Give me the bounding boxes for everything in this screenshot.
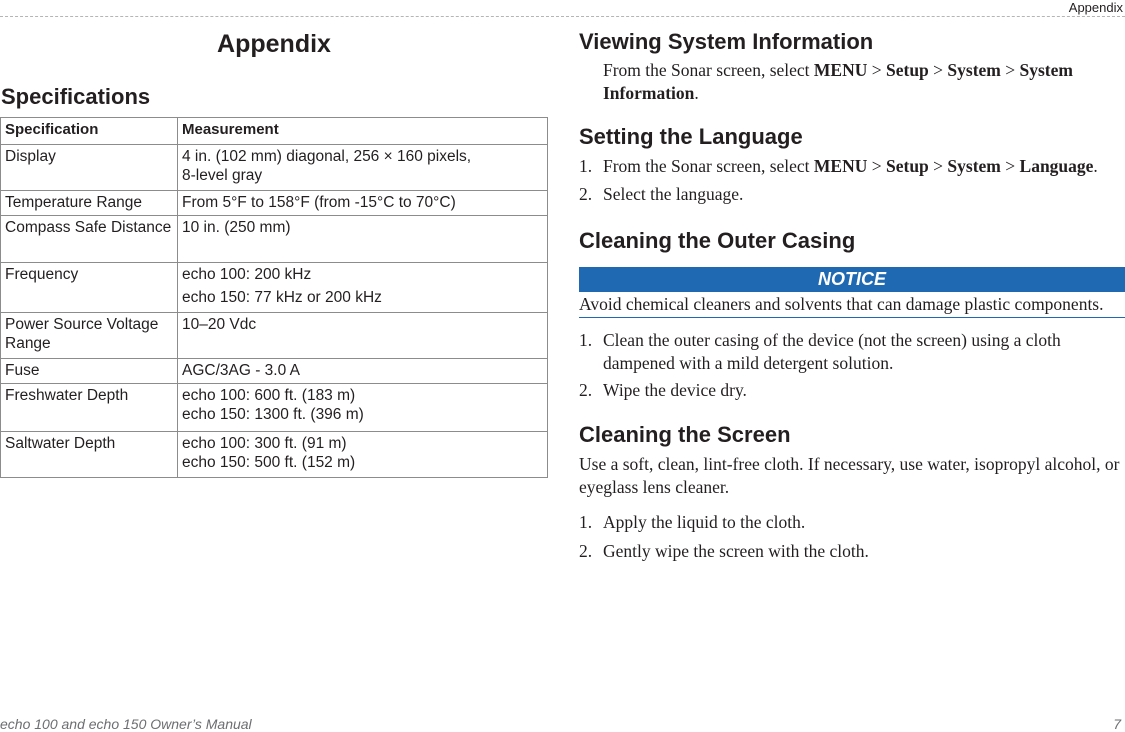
notice-text: Avoid chemical cleaners and solvents that can damage plastic components.	[579, 293, 1125, 318]
spec-value: 10–20 Vdc	[178, 313, 548, 359]
menu-path-item: Setup	[886, 156, 929, 176]
setting-language-heading: Setting the Language	[579, 124, 803, 149]
spec-name: Freshwater Depth	[1, 384, 178, 432]
list-item	[579, 511, 1125, 535]
punctuation: .	[1093, 156, 1098, 176]
footer-manual-title: echo 100 and echo 150 Owner’s Manual	[0, 716, 252, 732]
table-row	[1, 191, 548, 216]
spec-value: From 5°F to 158°F (from -15°C to 70°C)	[178, 191, 548, 216]
spec-value-line: echo 100: 600 ft. (183 m)	[182, 387, 356, 404]
table-header-row	[1, 118, 548, 145]
path-separator: >	[871, 60, 882, 80]
menu-path-item: System	[947, 156, 1001, 176]
spec-value	[178, 432, 548, 478]
path-separator: >	[1005, 60, 1016, 80]
header-rule	[0, 16, 1125, 17]
cleaning-screen-intro: Use a soft, clean, lint-free cloth. If necessary, use water, isopropyl alcohol, or eyeglass lens cleaner.	[579, 454, 1120, 497]
instruction-text: From the Sonar screen, select	[603, 60, 810, 80]
column-header-measurement: Measurement	[178, 118, 548, 145]
cleaning-screen-heading: Cleaning the Screen	[579, 422, 791, 447]
specifications-heading: Specifications	[1, 84, 151, 109]
menu-path-item: Information	[603, 83, 695, 103]
specifications-table	[0, 117, 548, 478]
step-text: Gently wipe the screen with the cloth.	[603, 541, 869, 561]
menu-path-item: MENU	[813, 156, 868, 176]
notice-banner: NOTICE	[579, 267, 1125, 292]
list-item	[579, 155, 1125, 179]
table-row	[1, 432, 548, 478]
table-row	[1, 384, 548, 432]
step-number: 2.	[579, 380, 593, 400]
column-header-specification: Specification	[1, 118, 178, 145]
path-separator: >	[1005, 156, 1016, 176]
punctuation: .	[694, 83, 699, 103]
table-row	[1, 145, 548, 191]
spec-value-line: echo 150: 77 kHz or 200 kHz	[182, 289, 382, 306]
spec-value-line: echo 100: 300 ft. (91 m)	[182, 435, 347, 452]
table-row	[1, 313, 548, 359]
spec-value-line: echo 150: 500 ft. (152 m)	[182, 454, 356, 471]
path-separator: >	[871, 156, 882, 176]
spec-name: Fuse	[1, 359, 178, 384]
spec-value-line: 8-level gray	[182, 167, 263, 184]
table-row	[1, 263, 548, 313]
spec-value	[178, 263, 548, 313]
running-head: Appendix	[1068, 0, 1123, 15]
spec-name: Temperature Range	[1, 191, 178, 216]
step-text: Select the language.	[603, 184, 744, 204]
step-text: Clean the outer casing of the device (not the screen) using a cloth dampened with a mild detergent solution.	[603, 330, 1061, 373]
spec-name: Display	[1, 145, 178, 191]
spec-name: Power Source Voltage Range	[1, 313, 178, 359]
page-title: Appendix	[217, 30, 331, 58]
table-row	[1, 359, 548, 384]
spec-value-line: 4 in. (102 mm) diagonal, 256 × 160 pixels,	[182, 148, 472, 165]
path-separator: >	[933, 156, 944, 176]
list-item	[579, 379, 1125, 403]
viewing-system-info-heading: Viewing System Information	[579, 29, 874, 54]
spec-name: Saltwater Depth	[1, 432, 178, 478]
menu-path-item: MENU	[813, 60, 868, 80]
step-number: 1.	[579, 156, 593, 176]
spec-value-line: echo 150: 1300 ft. (396 m)	[182, 406, 364, 423]
instruction-text: From the Sonar screen, select	[603, 156, 810, 176]
cleaning-outer-casing-heading: Cleaning the Outer Casing	[579, 228, 856, 253]
spec-value: 10 in. (250 mm)	[178, 216, 548, 263]
step-text: Apply the liquid to the cloth.	[603, 512, 806, 532]
menu-path-item: System	[947, 60, 1001, 80]
spec-name: Frequency	[1, 263, 178, 313]
step-number: 1.	[579, 512, 593, 532]
path-separator: >	[933, 60, 944, 80]
spec-value: AGC/3AG - 3.0 A	[178, 359, 548, 384]
step-number: 2.	[579, 541, 593, 561]
table-row	[1, 216, 548, 263]
menu-path-item: Setup	[886, 60, 929, 80]
spec-name: Compass Safe Distance	[1, 216, 178, 263]
menu-path-item: Language	[1019, 156, 1094, 176]
step-number: 1.	[579, 330, 593, 350]
step-text: Wipe the device dry.	[603, 380, 747, 400]
list-item	[579, 183, 1125, 207]
list-item	[579, 329, 1125, 375]
spec-value	[178, 145, 548, 191]
list-item	[579, 540, 1125, 564]
spec-value-line: echo 100: 200 kHz	[182, 266, 312, 283]
step-text	[603, 155, 1123, 178]
page-number: 7	[1113, 716, 1121, 732]
spec-value	[178, 384, 548, 432]
viewing-system-info-text	[603, 59, 1123, 105]
step-number: 2.	[579, 184, 593, 204]
menu-path-item: System	[1019, 60, 1073, 80]
